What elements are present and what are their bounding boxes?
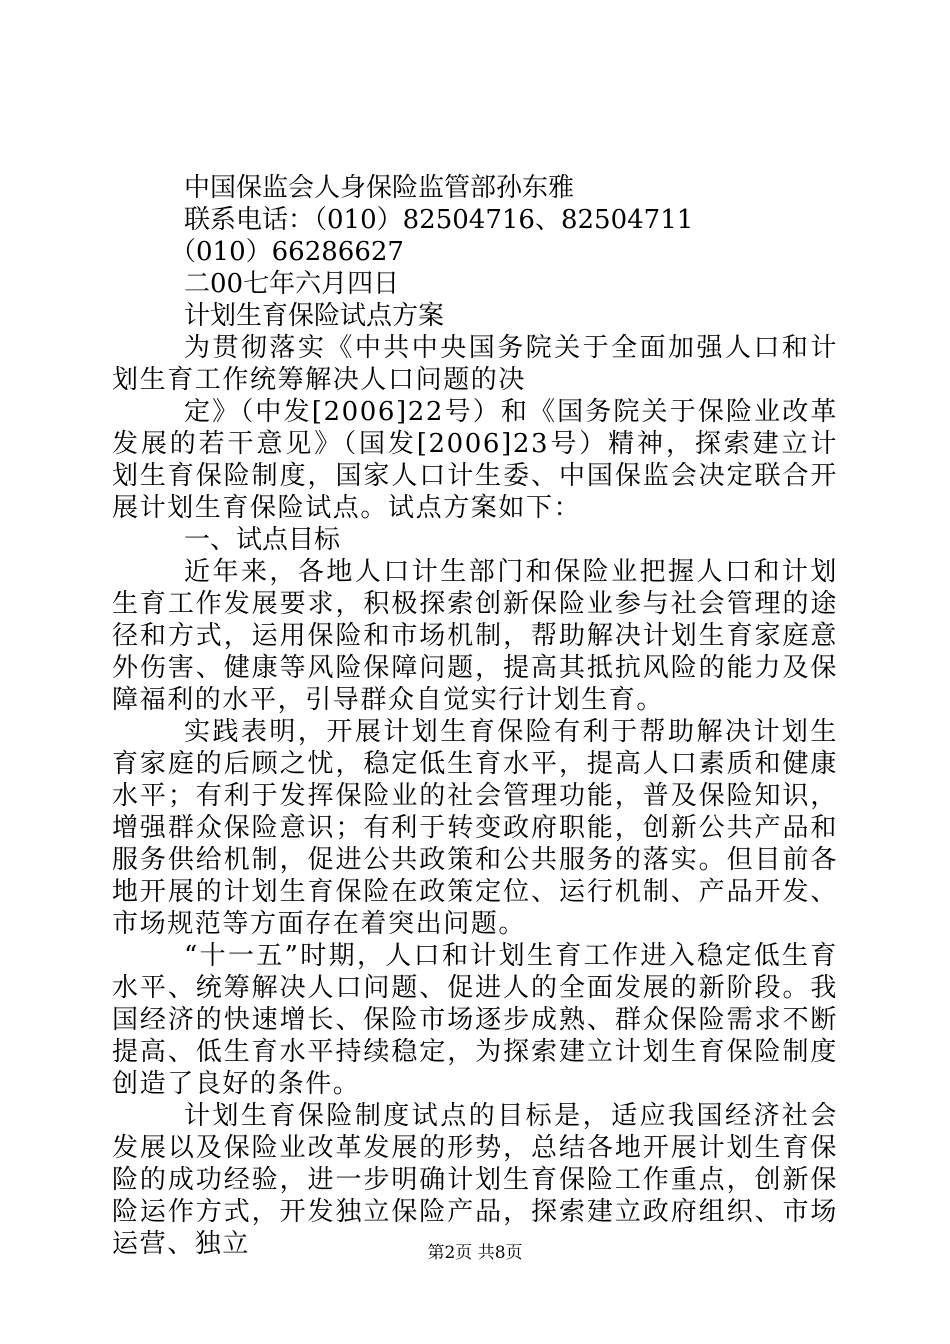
intro-paragraph-a: 为贯彻落实《中共中央国务院关于全面加强人口和计划生育工作统筹解决人口问题的决 xyxy=(112,333,838,395)
phone-line: 联系电话：（010）82504716、82504711 xyxy=(184,205,694,235)
document-title: 计划生育保险试点方案 xyxy=(184,301,445,331)
paragraph-3: “十一五”时期，人口和计划生育工作进入稳定低生育水平、统筹解决人口问题、促进人的全面发展的新阶段。我国经济的快速增长、保险市场逐步成熟、群众保险需求不断提高、低生育水平持续稳定，为探索建立计划生育保险制度创造了良好的条件。 xyxy=(112,941,838,1099)
paragraph-2: 实践表明，开展计划生育保险有利于帮助解决计划生育家庭的后顾之忧，稳定低生育水平，提高人口素质和健康水平；有利于发挥保险业的社会管理功能，普及保险知识，增强群众保险意识；有利于转变政府职能，创新公共产品和服务供给机制，促进公共政策和公共服务的落实。但目前各地开展的计划生育保险在政策定位、运行机制、产品开发、市场规范等方面存在着突出问题。 xyxy=(112,717,838,939)
phone-line-2: （010）66286627 xyxy=(170,237,404,267)
page-footer: 第2页 共8页 xyxy=(427,1243,523,1263)
paragraph-1: 近年来，各地人口计生部门和保险业把握人口和计划生育工作发展要求，积极探索创新保险业参与社会管理的途径和方式，运用保险和市场机制，帮助解决计划生育家庭意外伤害、健康等风险保障问题，提高其抵抗风险的能力及保障福利的水平，引导群众自觉实行计划生育。 xyxy=(112,557,838,715)
document-body xyxy=(112,172,838,1260)
paragraph-4: 计划生育保险制度试点的目标是，适应我国经济社会发展以及保险业改革发展的形势，总结各地开展计划生育保险的成功经验，进一步明确计划生育保险工作重点，创新保险运作方式，开发独立保险产品，探索建立政府组织、市场运营、独立 xyxy=(112,1101,838,1259)
date-line: 二00七年六月四日 xyxy=(184,269,400,299)
intro-paragraph-b: 定》（中发[2006]22号）和《国务院关于保险业改革发展的若干意见》（国发[2006]23号）精神，探索建立计划生育保险制度，国家人口计生委、中国保监会决定联合开展计划生育保险试点。试点方案如下： xyxy=(112,397,838,523)
author-line: 中国保监会人身保险监管部孙东雅 xyxy=(184,173,575,203)
section-heading: 一、试点目标 xyxy=(184,525,341,555)
